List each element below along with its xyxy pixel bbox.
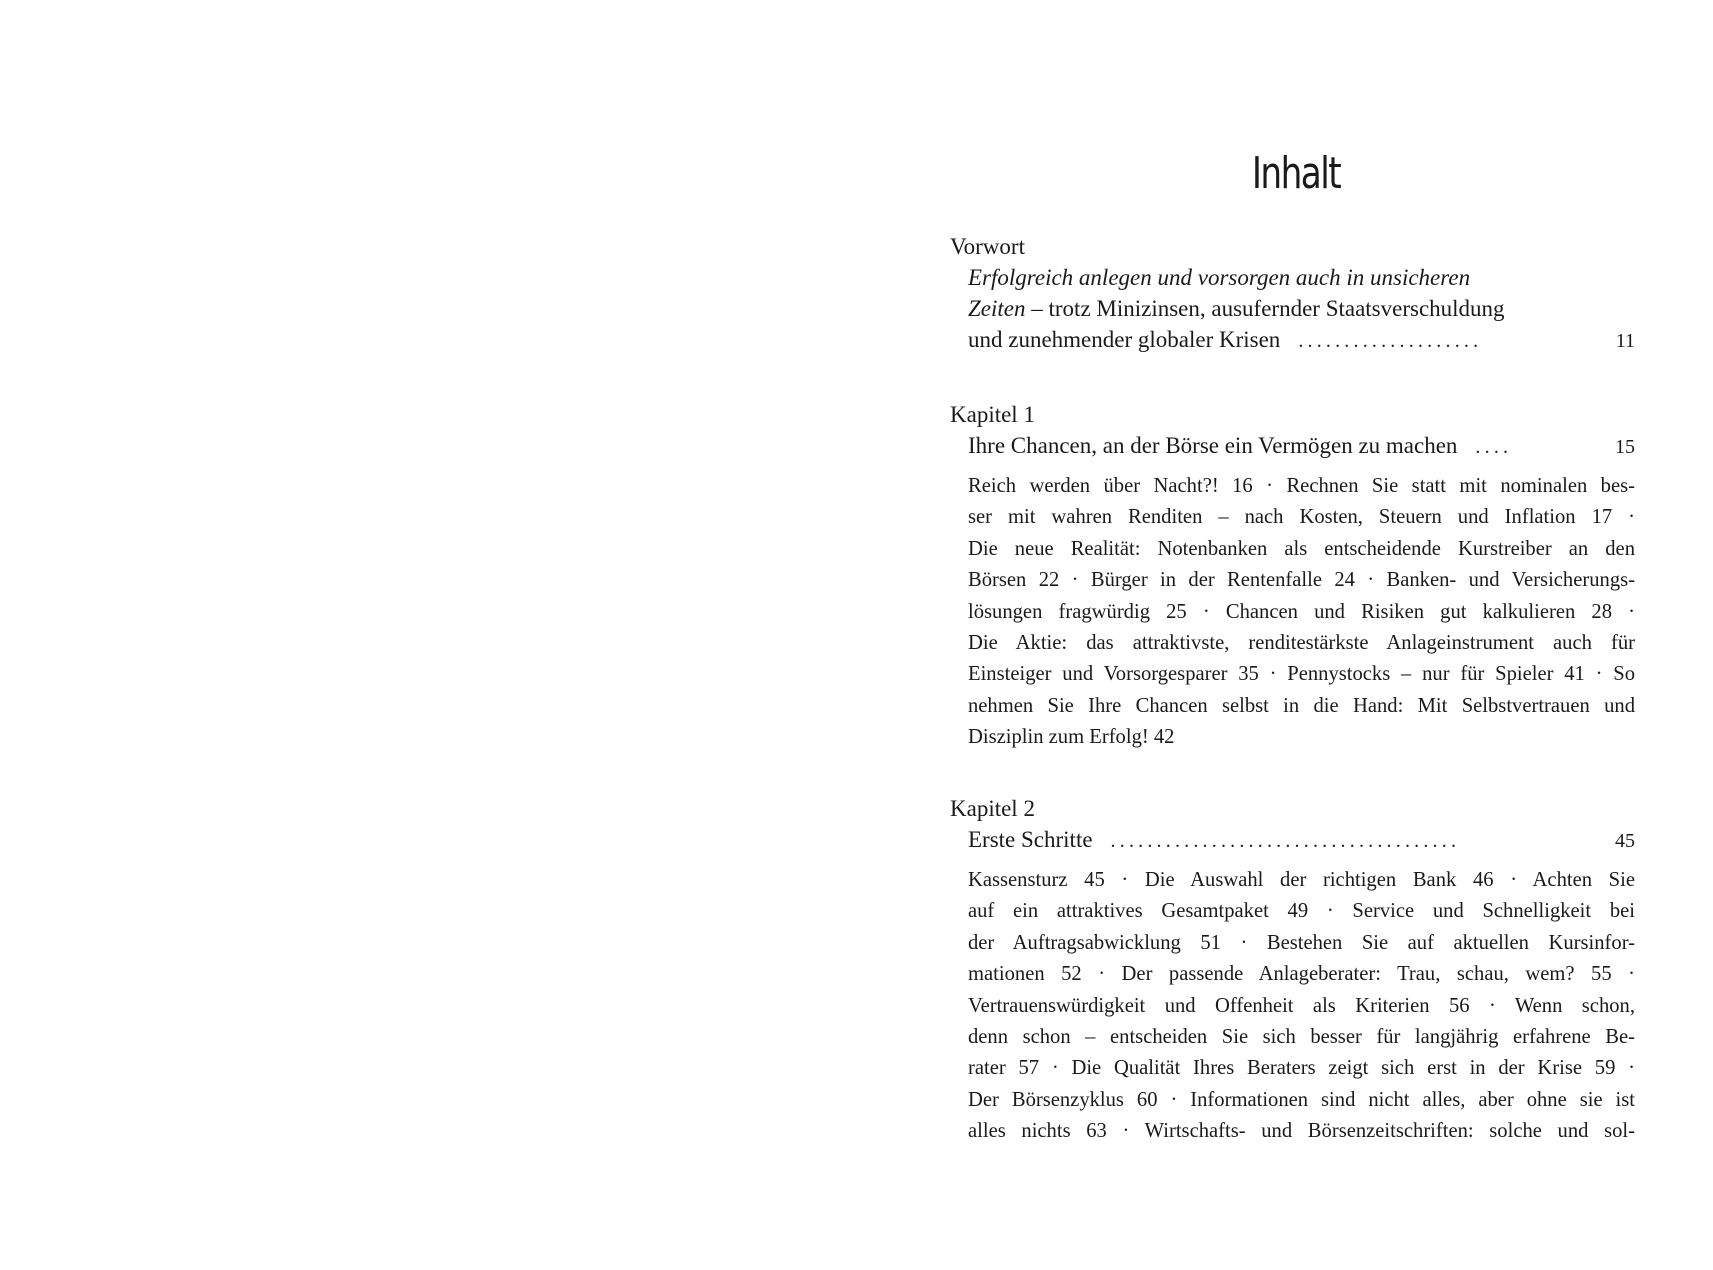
page-number: 11 [1615, 330, 1635, 352]
summary-line: Reich werden über Nacht?! 16 · Rechnen Sie statt mit nominalen bes- [968, 475, 1635, 497]
page-number: 15 [1615, 436, 1635, 458]
page-title: Inhalt [1251, 148, 1341, 199]
entry-label: Kapitel 2 [950, 796, 1035, 821]
entry-heading-text: Erste Schritte [968, 827, 1093, 852]
summary-line: Kassensturz 45 · Die Auswahl der richtigen Bank 46 · Achten Sie [968, 869, 1635, 891]
right-page [950, 0, 1640, 1270]
summary-line: Börsen 22 · Bürger in der Rentenfalle 24 · Banken- und Versicherungs- [968, 569, 1635, 592]
toc-entry-kapitel-2 [950, 793, 1635, 1148]
toc-entry-kapitel-1 [950, 399, 1635, 754]
entry-heading-italic: Zeiten [968, 296, 1026, 321]
chapter-summary [968, 865, 1635, 1148]
summary-line: Der Börsenzyklus 60 · Informationen sind nicht alles, aber ohne sie ist [968, 1088, 1635, 1111]
entry-heading [968, 824, 1635, 855]
summary-line: denn schon – entscheiden Sie sich besser für langjährig erfahrene Be- [968, 1025, 1635, 1048]
summary-line: mationen 52 · Der passende Anlageberater: Trau, schau, wem? 55 · [968, 963, 1635, 986]
chapter-summary [968, 471, 1635, 754]
summary-line: der Auftragsabwicklung 51 · Bestehen Sie auf aktuellen Kursinfor- [968, 931, 1635, 954]
dot-leader: .................... [1298, 330, 1483, 352]
page-number: 45 [1615, 830, 1635, 852]
entry-label: Vorwort [950, 234, 1025, 259]
entry-heading-text: Ihre Chancen, an der Börse ein Vermögen zu machen [968, 433, 1458, 458]
entry-heading-line-3 [968, 324, 1635, 355]
dot-leader: .... [1475, 436, 1513, 458]
entry-heading-rest: – trotz Minizinsen, ausufernder Staatsverschuldung [1025, 296, 1505, 321]
summary-line: auf ein attraktives Gesamtpaket 49 · Service und Schnelligkeit bei [968, 900, 1635, 923]
summary-line: Vertrauenswürdigkeit und Offenheit als Kriterien 56 · Wenn schon, [968, 994, 1635, 1017]
summary-line: rater 57 · Die Qualität Ihres Beraters zeigt sich erst in der Krise 59 · [968, 1057, 1635, 1080]
summary-line: alles nichts 63 · Wirtschafts- und Börsenzeitschriften: solche und sol- [968, 1120, 1635, 1143]
summary-line: Einsteiger und Vorsorgesparer 35 · Pennystocks – nur für Spieler 41 · So [968, 663, 1635, 686]
summary-line: lösungen fragwürdig 25 · Chancen und Risiken gut kalkulieren 28 · [968, 600, 1635, 623]
entry-heading [968, 430, 1635, 461]
summary-line: nehmen Sie Ihre Chancen selbst in die Hand: Mit Selbstvertrauen und [968, 694, 1635, 717]
summary-line: Die neue Realität: Notenbanken als entscheidende Kurstreiber an den [968, 537, 1635, 560]
entry-heading-line-2 [968, 293, 1635, 324]
toc-entry-vorwort [950, 231, 1635, 355]
entry-heading-text: und zunehmender globaler Krisen [968, 327, 1281, 352]
entry-heading-line-1: Erfolgreich anlegen und vorsorgen auch in unsicheren [968, 265, 1471, 290]
dot-leader: ...................................... [1110, 830, 1461, 852]
summary-line: Disziplin zum Erfolg! 42 [968, 726, 1175, 749]
entry-label: Kapitel 1 [950, 402, 1035, 427]
summary-line: ser mit wahren Renditen – nach Kosten, Steuern und Inflation 17 · [968, 506, 1635, 529]
summary-line: Die Aktie: das attraktivste, renditestärkste Anlageinstrument auch für [968, 631, 1635, 654]
